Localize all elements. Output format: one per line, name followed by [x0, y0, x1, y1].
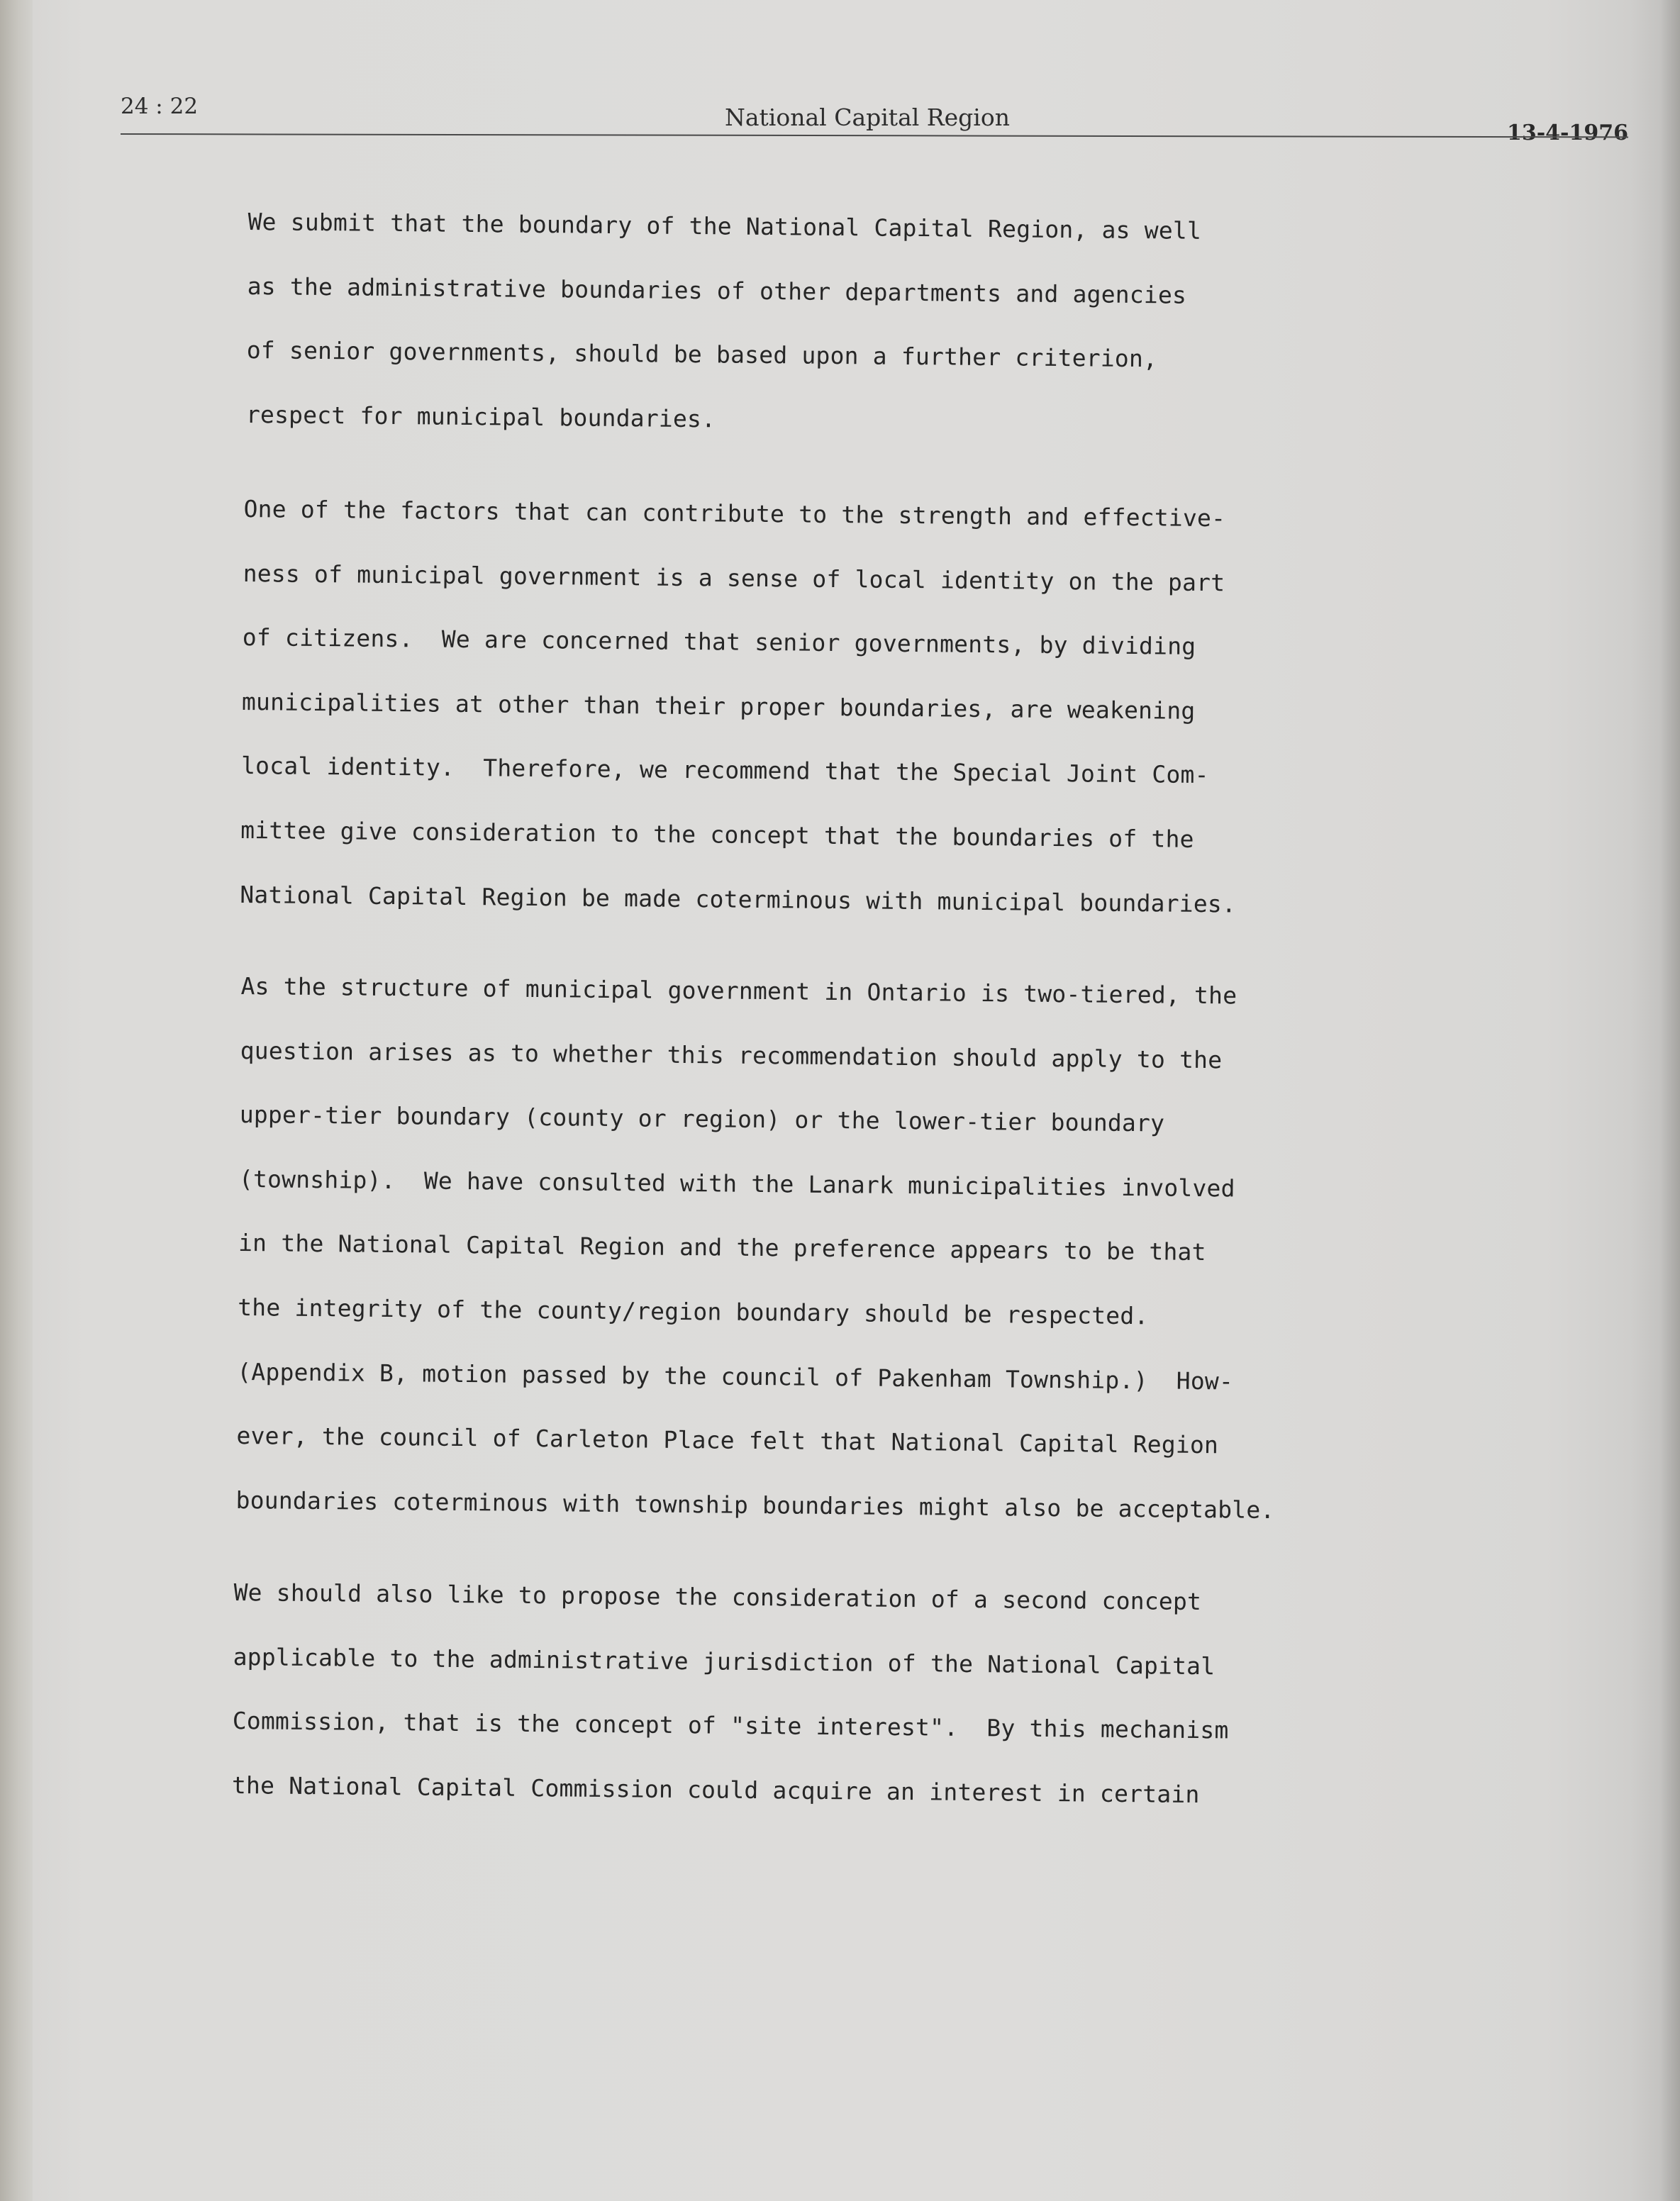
running-title: National Capital Region [725, 104, 1010, 131]
text-line: Commission, that is the concept of "site interest". By this mechanism [232, 1707, 1229, 1744]
text-line: One of the factors that can contribute to the strength and effective- [243, 495, 1226, 533]
text-line: applicable to the administrative jurisdiction of the National Capital [233, 1642, 1216, 1680]
text-line: boundaries coterminous with township boundaries might also be acceptable. [235, 1486, 1275, 1524]
text-line: upper-tier boundary (county or region) or the lower-tier boundary [239, 1100, 1165, 1137]
page-number: 24 : 22 [121, 94, 199, 119]
text-line: question arises as to whether this recommendation should apply to the [240, 1036, 1223, 1074]
text-line: the integrity of the county/region boundary should be respected. [238, 1293, 1149, 1330]
paragraph-boundary-criterion [246, 190, 1454, 459]
page-binding-shadow [0, 0, 33, 2201]
text-line: as the administrative boundaries of other departments and agencies [247, 272, 1187, 309]
running-header [121, 84, 1628, 145]
text-line: (Appendix B, motion passed by the council of Pakenham Township.) How- [237, 1357, 1234, 1395]
paragraph-site-interest [232, 1561, 1440, 1829]
text-line: respect for municipal boundaries. [245, 400, 716, 433]
text-line: ever, the council of Carleton Place felt that National Capital Region [236, 1421, 1219, 1459]
page-edge-shadow [1660, 0, 1680, 2201]
text-line: of citizens. We are concerned that senior governments, by dividing [242, 623, 1196, 661]
text-line: We should also like to propose the consideration of a second concept [233, 1578, 1202, 1615]
text-line: the National Capital Commission could acquire an interest in certain [231, 1771, 1200, 1808]
text-line: As the structure of municipal government in Ontario is two-tiered, the [240, 971, 1237, 1010]
text-line: in the National Capital Region and the preference appears to be that [238, 1228, 1206, 1266]
text-line: of senior governments, should be based upon a further criterion, [246, 336, 1158, 373]
text-line: municipalities at other than their proper boundaries, are weakening [241, 688, 1196, 725]
text-line: National Capital Region be made coterminous with municipal boundaries. [240, 880, 1237, 918]
paragraph-two-tier-structure [235, 954, 1447, 1544]
text-line: ness of municipal government is a sense of local identity on the part [243, 559, 1225, 597]
text-line: (township). We have consulted with the Lanark municipalities involved [238, 1164, 1235, 1202]
header-date: 13-4-1976 [1506, 121, 1628, 145]
paragraph-local-identity [240, 477, 1450, 938]
text-line: We submit that the boundary of the National Capital Region, as well [247, 207, 1202, 245]
text-line: mittee give consideration to the concept that the boundaries of the [240, 816, 1194, 854]
text-line: local identity. Therefore, we recommend that the Special Joint Com- [240, 752, 1209, 789]
body-text [227, 190, 1433, 1817]
